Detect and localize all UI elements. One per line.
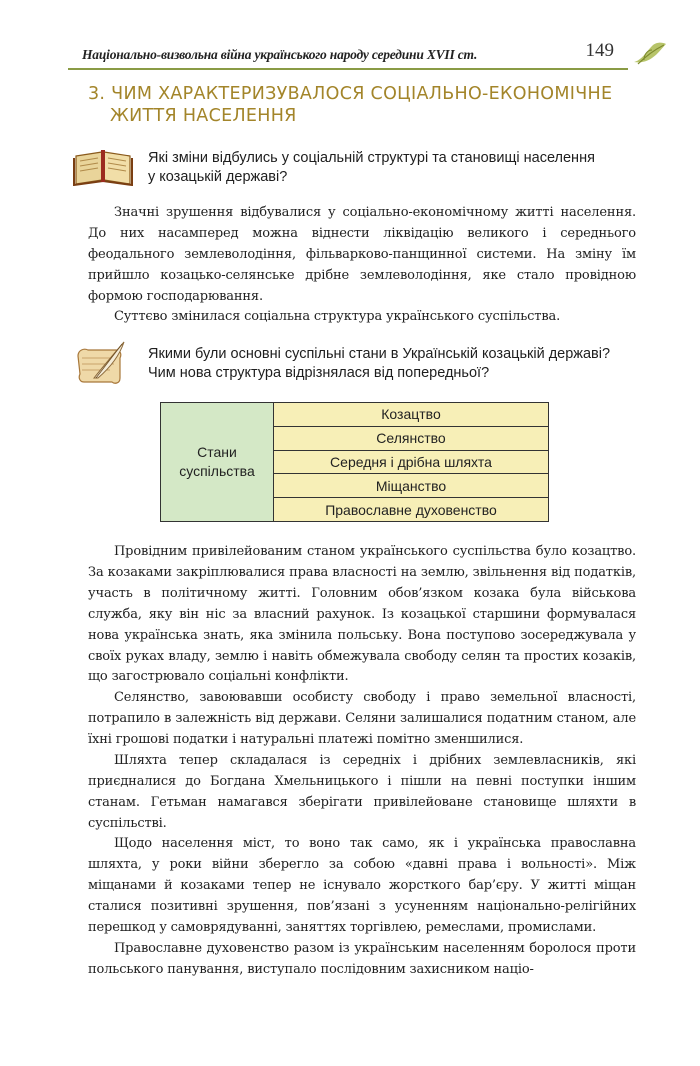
open-book-icon [72,146,134,186]
paragraph: Значні зрушення відбувалися у соціально-економічному житті населення. До них насамперед можна віднести ліквідацію великого і середнього феодального землеволодіння, фільварково-панщинної системи. На зміну їм прийшло козацько-селянське дрібне землеволодіння, яке стало провідною формою господарювання. [88,205,636,304]
estates-label-line: суспільства [179,463,255,479]
scroll-quill-icon [72,338,128,388]
question-1-line: у козацькій державі? [148,169,288,185]
paragraph: Селянство, завоювавши особисту свободу і право земельної власності, потрапило в залежність від держави. Селяни залишалися податним станом, але їхні грошові податки і натуральні платежі помітно зменшилися. [88,690,636,747]
estates-label-line: Стани [197,444,237,460]
running-header [68,42,628,70]
estate-cell: Православне духовенство [274,498,549,522]
section-heading-line2: ЖИТТЯ НАСЕЛЕННЯ [110,106,297,126]
page-number: 149 [585,40,614,61]
paragraph: Шляхта тепер складалася із середніх і дрібних землевласників, які приєдналися до Богдана Хмельницького і пішли на певні поступки іншим станам. Гетьман намагався зберігати привілейоване становище шляхти в суспільстві. [88,753,636,831]
estates-label [161,403,274,522]
paragraph: Щодо населення міст, то воно так само, як і українська православна шляхта, у роки війни зберегло за собою «давні права і вольності». Між міщанами й козаками тепер не існувало жорсткого бар’єру. У житті міщан сталися позитивні зрушення, пов’язані з усуненням національно-релігійних перешкод у самоврядуванні, заняттях торгівлею, ремеслами, промислами. [88,836,636,935]
paragraph: Православне духовенство разом із українським населенням боролося проти польського панування, виступало послідовним захисником націо- [88,941,636,977]
question-1 [148,149,648,187]
question-1-line: Які зміни відбулись у соціальній структурі та становищі населення [148,150,595,166]
question-2-line: Чим нова структура відрізнялася від попередньої? [148,365,490,381]
estate-cell: Середня і дрібна шляхта [274,450,549,474]
paragraph: Провідним привілейованим станом українського суспільства було козацтво. За козаками закріплювалися права власності на землю, звільнення від податків, участь в політичному житті. Головним обов’язком козака була військова служба, яку він ніс за власний рахунок. Із козацької старшини формувалася нова українська знать, яка змінила польську. Вона поступово зосереджувала у своїх руках владу, землю і навіть обмежувала свободу селян та простих козаків, що загострювало соціальні конфлікти. [88,544,636,685]
question-2-line: Якими були основні суспільні стани в Українській козацькій державі? [148,346,611,362]
table-row [161,403,549,427]
leaf-ornament-icon [632,40,668,66]
section-heading-line1: 3. ЧИМ ХАРАКТЕРИЗУВАЛОСЯ СОЦІАЛЬНО-ЕКОНОМІЧНЕ [88,84,613,104]
section-heading [88,83,648,127]
estate-cell: Козацтво [274,403,549,427]
running-title: Національно-визвольна війна українського народу середини XVII ст. [82,47,478,62]
estate-cell: Міщанство [274,474,549,498]
question-2 [148,345,658,383]
estate-cell: Селянство [274,426,549,450]
paragraph: Суттєво змінилася соціальна структура українського суспільства. [114,309,561,324]
estates-table [160,402,549,522]
